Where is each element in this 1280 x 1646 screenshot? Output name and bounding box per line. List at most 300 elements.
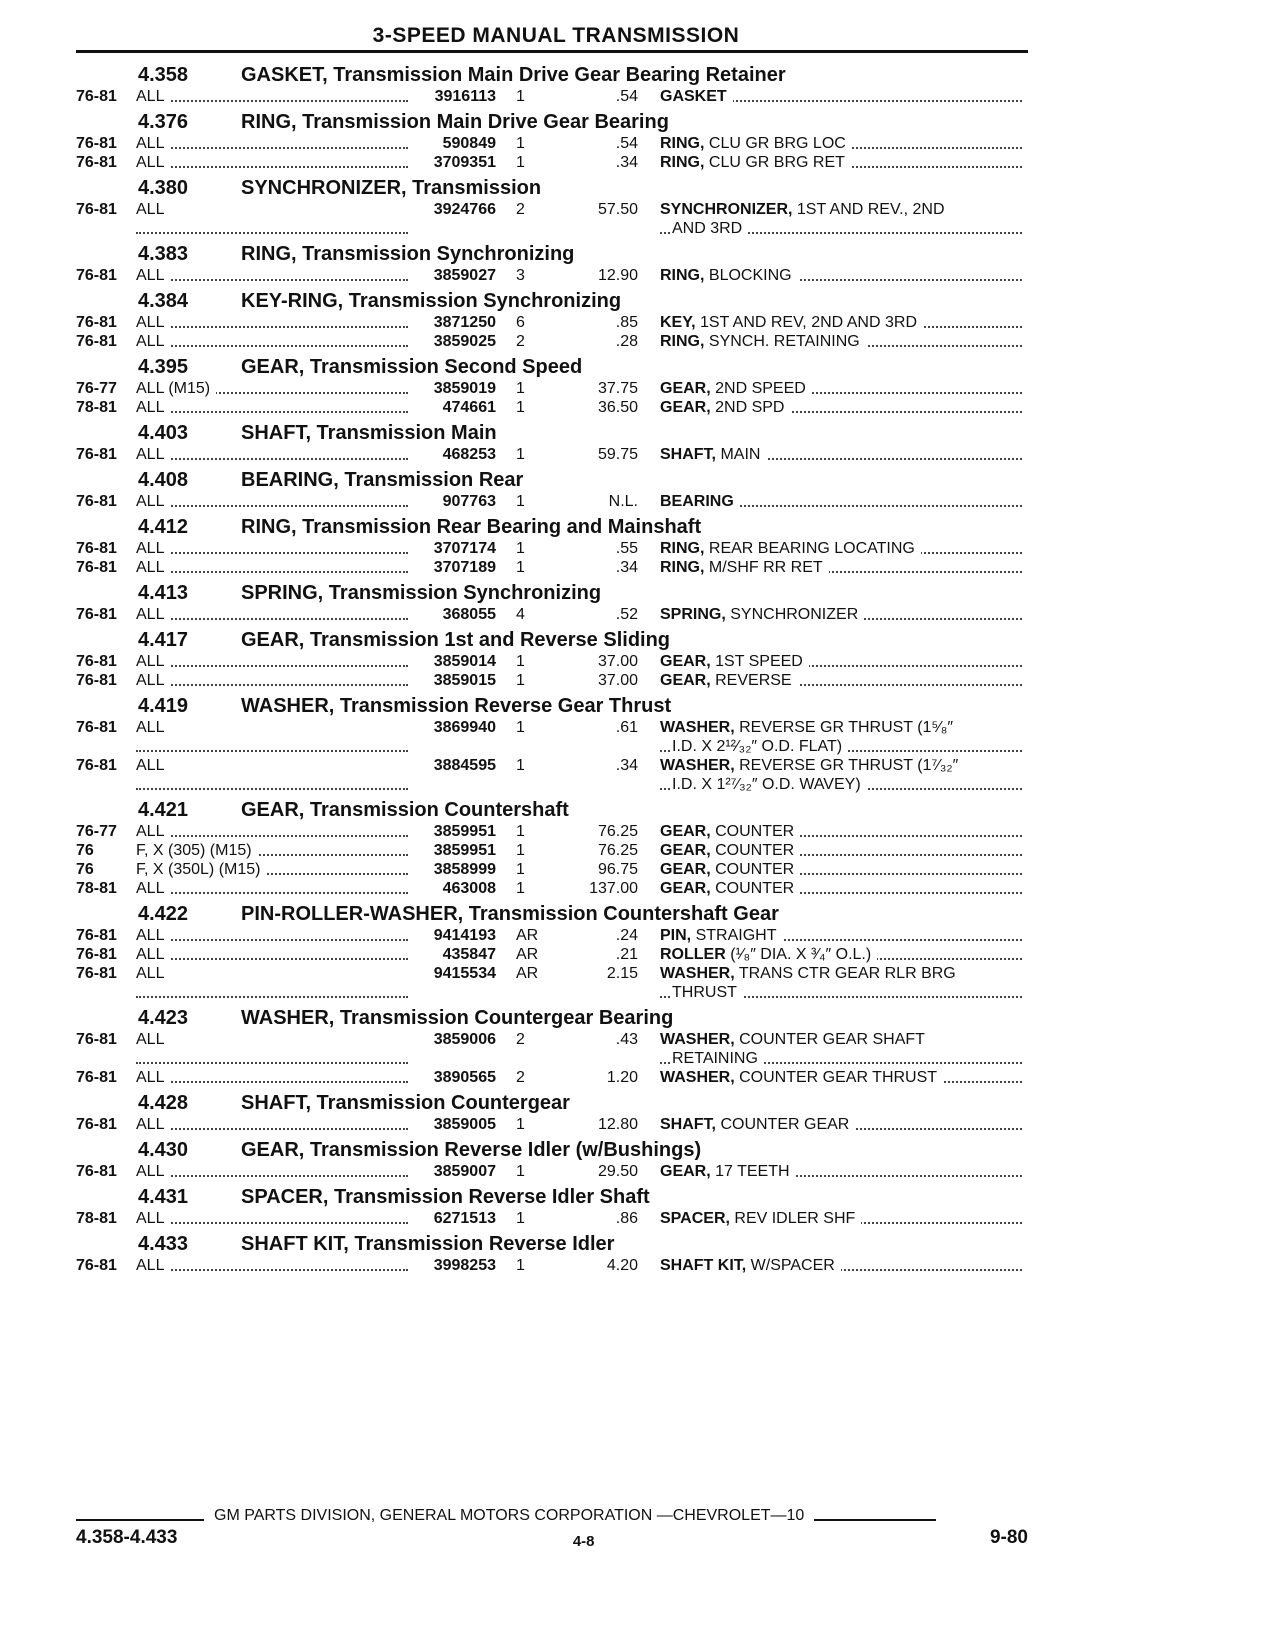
description-keyword: GEAR, bbox=[660, 653, 711, 670]
dot-leader bbox=[136, 505, 408, 507]
parts-row bbox=[76, 1209, 1028, 1228]
quantity: 1 bbox=[516, 540, 525, 557]
description-text bbox=[660, 946, 877, 963]
description-cell bbox=[660, 756, 1028, 794]
part-number: 3707189 bbox=[433, 559, 496, 576]
description-line bbox=[660, 1256, 1028, 1275]
section-number: 4.383 bbox=[138, 243, 189, 265]
description-text bbox=[660, 493, 740, 510]
quantity: 1 bbox=[516, 672, 525, 689]
description-text bbox=[660, 88, 733, 105]
description-text bbox=[660, 1163, 796, 1180]
footer-line bbox=[76, 1507, 1028, 1525]
application-cell bbox=[136, 605, 414, 624]
dot-leader bbox=[136, 326, 408, 328]
description-cell bbox=[660, 87, 1028, 106]
dot-leader bbox=[136, 458, 408, 460]
part-number: 3884595 bbox=[433, 757, 496, 774]
description-line bbox=[660, 87, 1028, 106]
description-text bbox=[660, 540, 921, 557]
sections-list bbox=[76, 59, 1028, 1275]
footer-range: 4.358-4.433 bbox=[76, 1527, 178, 1548]
application-cell bbox=[136, 841, 414, 860]
description-cell bbox=[660, 964, 1028, 1002]
dot-leader bbox=[136, 665, 408, 667]
description-cell bbox=[660, 1115, 1028, 1134]
description-line bbox=[660, 445, 1028, 464]
price: .34 bbox=[615, 154, 638, 171]
section-title: GASKET, Transmission Main Drive Gear Bearing Retainer bbox=[241, 64, 786, 86]
description-line bbox=[660, 718, 1028, 737]
footer-rule-right bbox=[814, 1519, 936, 1521]
description-keyword: RING, bbox=[660, 333, 705, 350]
parts-row bbox=[76, 756, 1028, 794]
application-text: ALL bbox=[136, 1210, 170, 1227]
description-line bbox=[660, 332, 1028, 351]
section-number: 4.433 bbox=[138, 1233, 189, 1255]
application-text: ALL bbox=[136, 493, 170, 510]
description-detail: I.D. X 2¹²⁄₃₂″ O.D. FLAT) bbox=[672, 738, 843, 755]
section-title: SPACER, Transmission Reverse Idler Shaft bbox=[241, 1186, 650, 1208]
description-cell bbox=[660, 652, 1028, 671]
price: 36.50 bbox=[597, 399, 638, 416]
description-cell bbox=[660, 822, 1028, 841]
description-cell bbox=[660, 1030, 1028, 1068]
model-years: 76-81 bbox=[76, 1116, 117, 1133]
section-header bbox=[76, 511, 1028, 539]
part-number: 3858999 bbox=[433, 861, 496, 878]
section-title: GEAR, Transmission Countershaft bbox=[241, 799, 569, 821]
application-text: F, X (305) (M15) bbox=[136, 842, 258, 859]
description-text bbox=[660, 606, 864, 623]
quantity: AR bbox=[516, 965, 539, 982]
description-keyword: SYNCHRONIZER, bbox=[660, 201, 793, 218]
quantity: 1 bbox=[516, 880, 525, 897]
section-number: 4.428 bbox=[138, 1092, 189, 1114]
quantity: 1 bbox=[516, 1163, 525, 1180]
parts-row bbox=[76, 671, 1028, 690]
application-cell bbox=[136, 945, 414, 964]
quantity: 1 bbox=[516, 88, 525, 105]
description-keyword: WASHER, bbox=[660, 719, 735, 736]
description-text bbox=[660, 861, 800, 878]
quantity: 1 bbox=[516, 653, 525, 670]
section-title: SHAFT KIT, Transmission Reverse Idler bbox=[241, 1233, 615, 1255]
description-text bbox=[660, 314, 923, 331]
description-cell bbox=[660, 1162, 1028, 1181]
description-keyword: RING, bbox=[660, 154, 705, 171]
dot-leader bbox=[136, 1128, 408, 1130]
part-number: 907763 bbox=[442, 493, 496, 510]
section-header bbox=[76, 1134, 1028, 1162]
price: 29.50 bbox=[597, 1163, 638, 1180]
description-line bbox=[660, 756, 1028, 775]
description-cell bbox=[660, 153, 1028, 172]
parts-row bbox=[76, 153, 1028, 172]
model-years: 76-81 bbox=[76, 88, 117, 105]
description-text bbox=[660, 965, 962, 982]
price: 12.80 bbox=[597, 1116, 638, 1133]
model-years: 76-81 bbox=[76, 719, 117, 736]
description-line bbox=[660, 219, 1028, 238]
description-keyword: WASHER, bbox=[660, 757, 735, 774]
parts-row bbox=[76, 332, 1028, 351]
application-text: ALL (M15) bbox=[136, 380, 216, 397]
quantity: AR bbox=[516, 927, 539, 944]
description-text bbox=[660, 1210, 861, 1227]
model-years: 76-81 bbox=[76, 1163, 117, 1180]
description-line bbox=[660, 652, 1028, 671]
section-title: RING, Transmission Rear Bearing and Mainshaft bbox=[241, 516, 702, 538]
section-header bbox=[76, 794, 1028, 822]
application-text: ALL bbox=[136, 606, 170, 623]
price: 76.25 bbox=[597, 842, 638, 859]
application-cell bbox=[136, 671, 414, 690]
section-header bbox=[76, 464, 1028, 492]
application-cell bbox=[136, 200, 414, 238]
description-text bbox=[660, 380, 812, 397]
part-number: 3859015 bbox=[433, 672, 496, 689]
quantity: 1 bbox=[516, 719, 525, 736]
model-years: 76-81 bbox=[76, 757, 117, 774]
description-detail: 1ST SPEED bbox=[710, 653, 803, 670]
description-line bbox=[660, 1162, 1028, 1181]
description-text bbox=[660, 672, 798, 689]
description-cell bbox=[660, 200, 1028, 238]
description-detail: AND 3RD bbox=[672, 220, 743, 237]
footer-bottom bbox=[76, 1527, 1028, 1550]
section-title: SPRING, Transmission Synchronizing bbox=[241, 582, 602, 604]
application-cell bbox=[136, 332, 414, 351]
part-number: 3859014 bbox=[433, 653, 496, 670]
dot-leader bbox=[136, 411, 408, 413]
dot-leader bbox=[136, 147, 408, 149]
parts-row bbox=[76, 266, 1028, 285]
part-number: 3924766 bbox=[433, 201, 496, 218]
section-header bbox=[76, 351, 1028, 379]
quantity: 1 bbox=[516, 842, 525, 859]
description-detail: I.D. X 1²⁷⁄₃₂″ O.D. WAVEY) bbox=[672, 776, 861, 793]
application-text: ALL bbox=[136, 927, 170, 944]
price: .43 bbox=[615, 1031, 638, 1048]
model-years: 76 bbox=[76, 842, 94, 859]
description-line bbox=[660, 983, 1028, 1002]
description-cell bbox=[660, 926, 1028, 945]
description-text bbox=[660, 823, 800, 840]
application-cell bbox=[136, 1030, 414, 1068]
page-title: 3-SPEED MANUAL TRANSMISSION bbox=[372, 24, 740, 47]
application-text: ALL bbox=[136, 1116, 170, 1133]
description-detail: 1ST AND REV, 2ND AND 3RD bbox=[695, 314, 917, 331]
application-cell bbox=[136, 1068, 414, 1087]
price: 59.75 bbox=[597, 446, 638, 463]
description-detail: CLU GR BRG RET bbox=[704, 154, 845, 171]
quantity: 2 bbox=[516, 1069, 525, 1086]
price: 76.25 bbox=[597, 823, 638, 840]
section-header bbox=[76, 1002, 1028, 1030]
price: 4.20 bbox=[606, 1257, 638, 1274]
price: 37.00 bbox=[597, 653, 638, 670]
section-header bbox=[76, 1228, 1028, 1256]
description-detail: COUNTER bbox=[710, 861, 795, 878]
description-keyword: ROLLER bbox=[660, 946, 726, 963]
section-header bbox=[76, 172, 1028, 200]
parts-row bbox=[76, 926, 1028, 945]
part-number: 3859005 bbox=[433, 1116, 496, 1133]
part-number: 468253 bbox=[442, 446, 496, 463]
description-keyword: GEAR, bbox=[660, 380, 711, 397]
description-line bbox=[660, 879, 1028, 898]
description-keyword: BEARING bbox=[660, 493, 734, 510]
description-line bbox=[660, 539, 1028, 558]
description-text bbox=[660, 880, 800, 897]
description-detail: (¹⁄₈″ DIA. X ³⁄₄″ O.L.) bbox=[725, 946, 872, 963]
description-cell bbox=[660, 539, 1028, 558]
description-keyword: GEAR, bbox=[660, 880, 711, 897]
model-years: 78-81 bbox=[76, 880, 117, 897]
description-cell bbox=[660, 841, 1028, 860]
section-number: 4.412 bbox=[138, 516, 189, 538]
section-title: RING, Transmission Main Drive Gear Bearing bbox=[241, 111, 669, 133]
description-text bbox=[660, 135, 852, 152]
description-line bbox=[660, 1030, 1028, 1049]
description-line bbox=[660, 313, 1028, 332]
part-number: 3859951 bbox=[433, 842, 496, 859]
description-line bbox=[660, 379, 1028, 398]
description-text bbox=[660, 559, 829, 576]
description-cell bbox=[660, 879, 1028, 898]
section-title: GEAR, Transmission 1st and Reverse Sliding bbox=[241, 629, 671, 651]
section-title: GEAR, Transmission Second Speed bbox=[241, 356, 583, 378]
application-text: ALL bbox=[136, 88, 170, 105]
parts-row bbox=[76, 379, 1028, 398]
model-years: 76-81 bbox=[76, 493, 117, 510]
application-cell bbox=[136, 492, 414, 511]
description-keyword: RING, bbox=[660, 559, 705, 576]
quantity: AR bbox=[516, 946, 539, 963]
section-title: WASHER, Transmission Countergear Bearing bbox=[241, 1007, 674, 1029]
model-years: 76-81 bbox=[76, 653, 117, 670]
parts-row bbox=[76, 87, 1028, 106]
description-keyword: SPACER, bbox=[660, 1210, 730, 1227]
parts-row bbox=[76, 445, 1028, 464]
part-number: 6271513 bbox=[433, 1210, 496, 1227]
description-detail: REVERSE GR THRUST (1⁵⁄₈″ bbox=[734, 719, 954, 736]
description-line bbox=[660, 200, 1028, 219]
description-detail: REV IDLER SHF bbox=[729, 1210, 856, 1227]
quantity: 1 bbox=[516, 1116, 525, 1133]
description-keyword: SHAFT, bbox=[660, 1116, 716, 1133]
parts-row bbox=[76, 605, 1028, 624]
application-cell bbox=[136, 153, 414, 172]
footer-rule-left bbox=[76, 1519, 204, 1521]
description-cell bbox=[660, 445, 1028, 464]
part-number: 9415534 bbox=[433, 965, 496, 982]
dot-leader bbox=[136, 892, 408, 894]
application-text: ALL bbox=[136, 719, 170, 736]
description-line bbox=[660, 153, 1028, 172]
quantity: 1 bbox=[516, 757, 525, 774]
dot-leader bbox=[136, 279, 408, 281]
application-text: ALL bbox=[136, 135, 170, 152]
price: .52 bbox=[615, 606, 638, 623]
description-detail: COUNTER GEAR bbox=[716, 1116, 850, 1133]
description-detail: THRUST bbox=[672, 984, 737, 1001]
price: .61 bbox=[615, 719, 638, 736]
description-text bbox=[660, 267, 798, 284]
price: .54 bbox=[615, 135, 638, 152]
dot-leader bbox=[136, 958, 408, 960]
section-number: 4.413 bbox=[138, 582, 189, 604]
description-detail: MAIN bbox=[716, 446, 761, 463]
part-number: 3871250 bbox=[433, 314, 496, 331]
parts-row bbox=[76, 718, 1028, 756]
application-cell bbox=[136, 539, 414, 558]
parts-row bbox=[76, 860, 1028, 879]
quantity: 1 bbox=[516, 559, 525, 576]
part-number: 3709351 bbox=[433, 154, 496, 171]
price: .34 bbox=[615, 559, 638, 576]
quantity: 3 bbox=[516, 267, 525, 284]
section-header bbox=[76, 285, 1028, 313]
parts-row bbox=[76, 539, 1028, 558]
model-years: 76-81 bbox=[76, 446, 117, 463]
model-years: 76-81 bbox=[76, 333, 117, 350]
price: 137.00 bbox=[589, 880, 638, 897]
dot-leader bbox=[136, 684, 408, 686]
quantity: 1 bbox=[516, 1257, 525, 1274]
dot-leader bbox=[136, 1222, 408, 1224]
description-cell bbox=[660, 332, 1028, 351]
dot-leader bbox=[136, 1175, 408, 1177]
section-title: GEAR, Transmission Reverse Idler (w/Bushings) bbox=[241, 1139, 702, 1161]
part-number: 474661 bbox=[442, 399, 496, 416]
model-years: 76-81 bbox=[76, 946, 117, 963]
quantity: 1 bbox=[516, 380, 525, 397]
dot-leader bbox=[136, 1081, 408, 1083]
application-text: F, X (350L) (M15) bbox=[136, 861, 266, 878]
application-cell bbox=[136, 652, 414, 671]
application-text: ALL bbox=[136, 823, 170, 840]
description-text bbox=[660, 757, 964, 774]
section-title: SHAFT, Transmission Main bbox=[241, 422, 497, 444]
dot-leader bbox=[136, 1269, 408, 1271]
application-cell bbox=[136, 1256, 414, 1275]
model-years: 76-81 bbox=[76, 1031, 117, 1048]
model-years: 76 bbox=[76, 861, 94, 878]
description-keyword: GEAR, bbox=[660, 1163, 711, 1180]
application-text: ALL bbox=[136, 446, 170, 463]
description-keyword: WASHER, bbox=[660, 1069, 735, 1086]
application-text: ALL bbox=[136, 757, 170, 774]
quantity: 6 bbox=[516, 314, 525, 331]
description-text bbox=[672, 776, 867, 793]
section-number: 4.431 bbox=[138, 1186, 189, 1208]
description-text bbox=[660, 1031, 931, 1048]
dot-leader bbox=[136, 100, 408, 102]
part-number: 3916113 bbox=[434, 88, 496, 105]
description-text bbox=[660, 1257, 841, 1274]
parts-row bbox=[76, 200, 1028, 238]
application-cell bbox=[136, 313, 414, 332]
part-number: 590849 bbox=[442, 135, 496, 152]
application-cell bbox=[136, 860, 414, 879]
price: 57.50 bbox=[597, 201, 638, 218]
description-keyword: GEAR, bbox=[660, 842, 711, 859]
description-line bbox=[660, 775, 1028, 794]
parts-row bbox=[76, 313, 1028, 332]
section-header bbox=[76, 690, 1028, 718]
description-cell bbox=[660, 313, 1028, 332]
dot-leader bbox=[136, 1062, 408, 1064]
section-title: WASHER, Transmission Reverse Gear Thrust bbox=[241, 695, 672, 717]
description-text bbox=[660, 399, 790, 416]
part-number: 368055 bbox=[442, 606, 496, 623]
section-number: 4.430 bbox=[138, 1139, 189, 1161]
description-detail: M/SHF RR RET bbox=[704, 559, 823, 576]
section-number: 4.421 bbox=[138, 799, 189, 821]
price: .28 bbox=[615, 333, 638, 350]
model-years: 76-81 bbox=[76, 559, 117, 576]
application-text: ALL bbox=[136, 267, 170, 284]
application-cell bbox=[136, 964, 414, 1002]
section-number: 4.384 bbox=[138, 290, 189, 312]
description-keyword: GEAR, bbox=[660, 823, 711, 840]
price: 96.75 bbox=[597, 861, 638, 878]
application-text: ALL bbox=[136, 1031, 170, 1048]
parts-row bbox=[76, 1115, 1028, 1134]
description-line bbox=[660, 822, 1028, 841]
parts-row bbox=[76, 1162, 1028, 1181]
section-header bbox=[76, 898, 1028, 926]
description-line bbox=[660, 1049, 1028, 1068]
dot-leader bbox=[136, 232, 408, 234]
quantity: 1 bbox=[516, 1210, 525, 1227]
application-cell bbox=[136, 87, 414, 106]
description-keyword: PIN, bbox=[660, 927, 692, 944]
part-number: 3890565 bbox=[433, 1069, 496, 1086]
quantity: 1 bbox=[516, 399, 525, 416]
description-detail: TRANS CTR GEAR RLR BRG bbox=[734, 965, 956, 982]
application-text: ALL bbox=[136, 965, 170, 982]
section-title: SHAFT, Transmission Countergear bbox=[241, 1092, 570, 1114]
application-cell bbox=[136, 756, 414, 794]
dot-leader bbox=[136, 571, 408, 573]
section-number: 4.403 bbox=[138, 422, 189, 444]
description-detail: COUNTER GEAR THRUST bbox=[734, 1069, 938, 1086]
application-text: ALL bbox=[136, 399, 170, 416]
application-text: ALL bbox=[136, 653, 170, 670]
description-text bbox=[660, 154, 851, 171]
price: .86 bbox=[615, 1210, 638, 1227]
price: 12.90 bbox=[597, 267, 638, 284]
application-cell bbox=[136, 379, 414, 398]
description-cell bbox=[660, 492, 1028, 511]
description-line bbox=[660, 266, 1028, 285]
price: .54 bbox=[615, 88, 638, 105]
description-keyword: SPRING, bbox=[660, 606, 726, 623]
parts-row bbox=[76, 1256, 1028, 1275]
model-years: 76-81 bbox=[76, 135, 117, 152]
description-cell bbox=[660, 134, 1028, 153]
parts-row bbox=[76, 652, 1028, 671]
parts-row bbox=[76, 841, 1028, 860]
description-text bbox=[672, 738, 848, 755]
description-text bbox=[660, 842, 800, 859]
dot-leader bbox=[136, 552, 408, 554]
model-years: 76-77 bbox=[76, 380, 117, 397]
description-keyword: GASKET bbox=[660, 88, 727, 105]
